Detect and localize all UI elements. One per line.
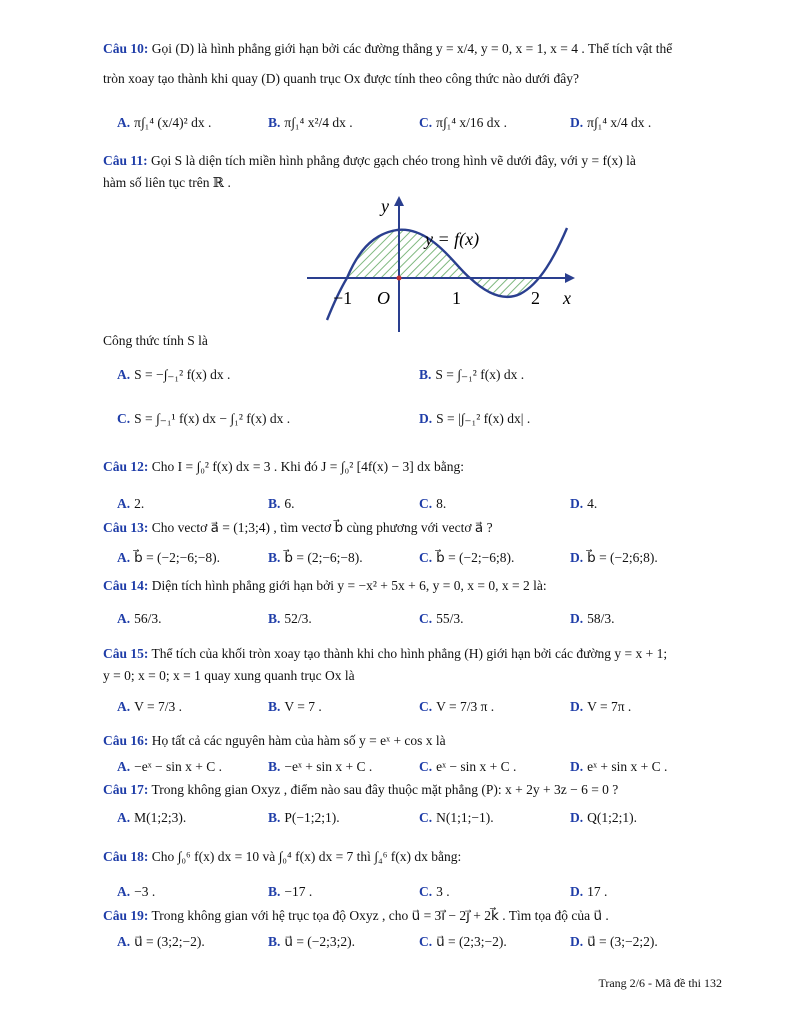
option-a[interactable]: A. π∫₁⁴ (x/4)² dx .: [117, 115, 212, 130]
option-c[interactable]: C. u⃗ = (2;3;−2).: [419, 934, 507, 949]
option-b[interactable]: B. −17 .: [268, 884, 313, 899]
question-14: Câu 14: Diện tích hình phẳng giới hạn bởi y = −x² + 5x + 6, y = 0, x = 0, x = 2 là:: [103, 578, 547, 593]
origin-point: [397, 276, 402, 281]
option-c[interactable]: C. N(1;1;−1).: [419, 810, 494, 825]
option-d[interactable]: D. π∫₁⁴ x/4 dx .: [570, 115, 652, 130]
question-11-line-2: hàm số liên tục trên ℝ .: [103, 175, 231, 190]
question-12: Câu 12: Cho I = ∫₀² f(x) dx = 3 . Khi đó J = ∫₀² [4f(x) − 3] dx bằng:: [103, 459, 464, 474]
option-b[interactable]: B. b⃗ = (2;−6;−8).: [268, 550, 363, 565]
option-a[interactable]: A. −eˣ − sin x + C .: [117, 759, 222, 774]
tick-label-2: 2: [531, 288, 540, 308]
option-d[interactable]: D. b⃗ = (−2;6;8).: [570, 550, 658, 565]
option-a[interactable]: A. M(1;2;3).: [117, 810, 187, 825]
question-15-line-1: Câu 15: Thể tích của khối tròn xoay tạo thành khi cho hình phẳng (H) giới hạn bởi các đường y = x + 1;: [103, 646, 668, 661]
question-10-line-1: Câu 10: Gọi (D) là hình phẳng giới hạn bởi các đường thẳng y = x/4, y = 0, x = 1, x = 4 . Thể tích vật thể: [103, 41, 673, 56]
question-11-options-row-1: [117, 362, 727, 388]
question-label: Câu 15:: [103, 646, 149, 661]
question-11-line-1: Câu 11: Gọi S là diện tích miền hình phẳng được gạch chéo trong hình vẽ dưới đây, với y = f(x) là: [103, 153, 636, 168]
tick-label-minus-1: −1: [333, 288, 353, 308]
option-c[interactable]: C. π∫₁⁴ x/16 dx .: [419, 115, 508, 130]
option-c[interactable]: C. 3 .: [419, 884, 450, 899]
question-11: [103, 150, 723, 194]
question-19-options: [117, 929, 727, 955]
question-18-options: [117, 879, 727, 905]
option-a[interactable]: A. b⃗ = (−2;−6;−8).: [117, 550, 221, 565]
question-18: Câu 18: Cho ∫₀⁶ f(x) dx = 10 và ∫₀⁴ f(x) dx = 7 thì ∫₄⁶ f(x) dx bằng:: [103, 849, 462, 864]
question-11-options-row-2: [117, 406, 727, 432]
option-d[interactable]: D. S = |∫₋₁² f(x) dx| .: [419, 411, 531, 426]
option-b[interactable]: B. V = 7 .: [268, 699, 322, 714]
question-17-options: [117, 805, 727, 831]
origin-label: O: [377, 288, 390, 308]
option-b[interactable]: B. S = ∫₋₁² f(x) dx .: [419, 367, 525, 382]
question-12-options: [117, 491, 727, 517]
option-d[interactable]: D. 58/3.: [570, 611, 615, 626]
option-a[interactable]: A. −3 .: [117, 884, 156, 899]
question-14-options: [117, 606, 727, 632]
question-13: Câu 13: Cho vectơ a⃗ = (1;3;4) , tìm vectơ b⃗ cùng phương với vectơ a⃗ ?: [103, 520, 493, 535]
option-a[interactable]: A. 56/3.: [117, 611, 162, 626]
option-a[interactable]: A. u⃗ = (3;2;−2).: [117, 934, 205, 949]
question-17: Câu 17: Trong không gian Oxyz , điểm nào sau đây thuộc mặt phẳng (P): x + 2y + 3z − 6 = 0 ?: [103, 782, 619, 797]
question-label: Câu 11:: [103, 153, 148, 168]
question-15: [103, 643, 723, 687]
option-d[interactable]: D. 17 .: [570, 884, 608, 899]
option-d[interactable]: D. V = 7π .: [570, 699, 632, 714]
question-19: Câu 19: Trong không gian với hệ trục tọa độ Oxyz , cho u⃗ = 3i⃗ − 2j⃗ + 2k⃗ . Tìm tọa độ của u⃗ .: [103, 908, 609, 923]
question-label: Câu 12:: [103, 459, 149, 474]
option-c[interactable]: C. S = ∫₋₁¹ f(x) dx − ∫₁² f(x) dx .: [117, 411, 291, 426]
option-c[interactable]: C. 55/3.: [419, 611, 464, 626]
x-axis-label: x: [563, 288, 571, 308]
question-label: Câu 13:: [103, 520, 149, 535]
option-b[interactable]: B. π∫₁⁴ x²/4 dx .: [268, 115, 353, 130]
option-b[interactable]: B. −eˣ + sin x + C .: [268, 759, 373, 774]
option-a[interactable]: A. V = 7/3 .: [117, 699, 182, 714]
question-label: Câu 16:: [103, 733, 149, 748]
question-16-options: [117, 754, 727, 780]
question-label: Câu 17:: [103, 782, 149, 797]
question-10: [103, 38, 723, 90]
question-15-line-2: y = 0; x = 0; x = 1 quay xung quanh trục Ox là: [103, 668, 355, 683]
x-axis-arrow-icon: [565, 273, 575, 283]
option-b[interactable]: B. u⃗ = (−2;3;2).: [268, 934, 356, 949]
option-c[interactable]: C. eˣ − sin x + C .: [419, 759, 517, 774]
question-label: Câu 10:: [103, 41, 149, 56]
y-axis-arrow-icon: [394, 196, 404, 206]
question-16: Câu 16: Họ tất cả các nguyên hàm của hàm số y = eˣ + cos x là: [103, 733, 446, 748]
question-label: Câu 19:: [103, 908, 149, 923]
page-footer: Trang 2/6 - Mã đề thi 132: [598, 976, 722, 990]
tick-label-1: 1: [452, 288, 461, 308]
question-13-options: [117, 545, 727, 571]
question-11-prompt: Công thức tính S là: [103, 333, 208, 348]
option-b[interactable]: B. 6.: [268, 496, 295, 511]
question-10-line-2: tròn xoay tạo thành khi quay (D) quanh trục Ox được tính theo công thức nào dưới đây?: [103, 71, 579, 86]
question-label: Câu 14:: [103, 578, 149, 593]
option-c[interactable]: C. b⃗ = (−2;−6;8).: [419, 550, 515, 565]
option-d[interactable]: D. eˣ + sin x + C .: [570, 759, 668, 774]
curve-label: y = f(x): [425, 229, 480, 249]
question-10-options: [117, 110, 727, 136]
question-label: Câu 18:: [103, 849, 149, 864]
option-b[interactable]: B. P(−1;2;1).: [268, 810, 340, 825]
option-b[interactable]: B. 52/3.: [268, 611, 312, 626]
option-d[interactable]: D. Q(1;2;1).: [570, 810, 637, 825]
option-d[interactable]: D. 4.: [570, 496, 598, 511]
option-c[interactable]: C. 8.: [419, 496, 447, 511]
function-graph: [305, 192, 587, 336]
option-a[interactable]: A. S = −∫₋₁² f(x) dx .: [117, 367, 231, 382]
option-d[interactable]: D. u⃗ = (3;−2;2).: [570, 934, 658, 949]
option-c[interactable]: C. V = 7/3 π .: [419, 699, 495, 714]
option-a[interactable]: A. 2.: [117, 496, 145, 511]
y-axis-label: y: [381, 196, 389, 216]
question-15-options: [117, 694, 727, 720]
